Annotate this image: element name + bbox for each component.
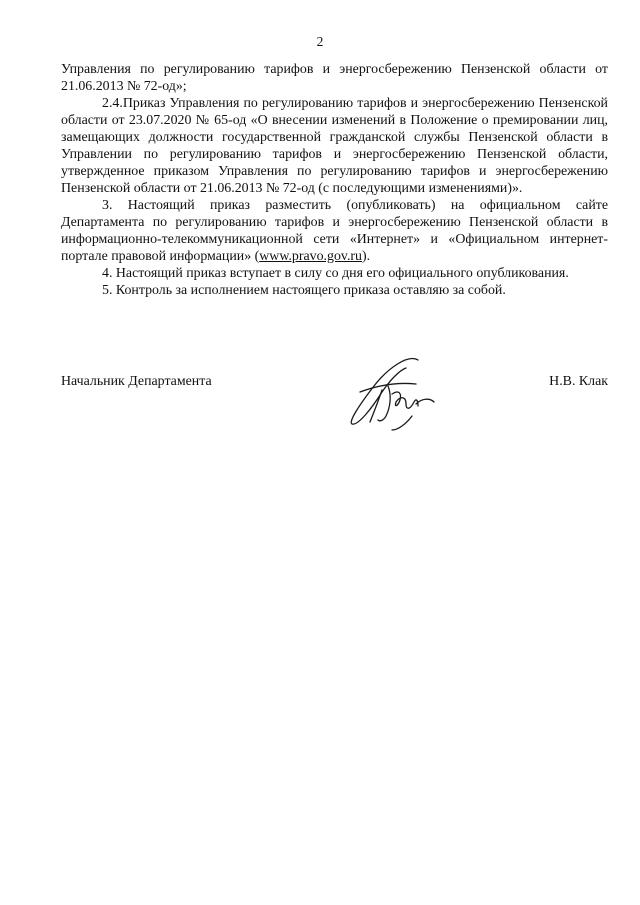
paragraph-4: 4. Настоящий приказ вступает в силу со дня его официального опубликования. [102, 266, 569, 281]
paragraph-3-tail: ). [362, 249, 371, 264]
paragraph-2-4: 2.4.Приказ Управления по регулированию тарифов и энергосбережению Пензенской области от 23.07.2020 № 65-од «О внесении изменений в Положение о премировании лиц, замещающих должности государственной гражданской службы Пензенской области в Управлении по регулированию тарифов и энергосбережению Пензенской области, утвержденное приказом Управления по регулированию тарифов и энергосбережению Пензенской области от 21.06.2013 № 72-од (с последующими изменениями)». [61, 96, 608, 196]
signatory-position: Начальник Департамента [61, 374, 212, 389]
document-body [61, 61, 608, 299]
pravo-link[interactable]: www.pravo.gov.ru [259, 249, 363, 264]
paragraph-continuation: Управления по регулированию тарифов и энергосбережению Пензенской области от 21.06.2013 № 72-од»; [61, 62, 608, 94]
paragraph-3 [61, 197, 608, 265]
handwritten-signature-icon [330, 346, 450, 436]
paragraph-5: 5. Контроль за исполнением настоящего приказа оставляю за собой. [102, 283, 506, 298]
page-number: 2 [316, 34, 324, 49]
paragraph-3-text: 3. Настоящий приказ разместить (опубликовать) на официальном сайте Департамента по регулированию тарифов и энергосбережению Пензенской области в информационно-телекоммуникационной сети «Интернет» и «Официальном интернет-портале правовой информации» ( [61, 198, 608, 264]
signatory-name: Н.В. Клак [549, 374, 608, 389]
